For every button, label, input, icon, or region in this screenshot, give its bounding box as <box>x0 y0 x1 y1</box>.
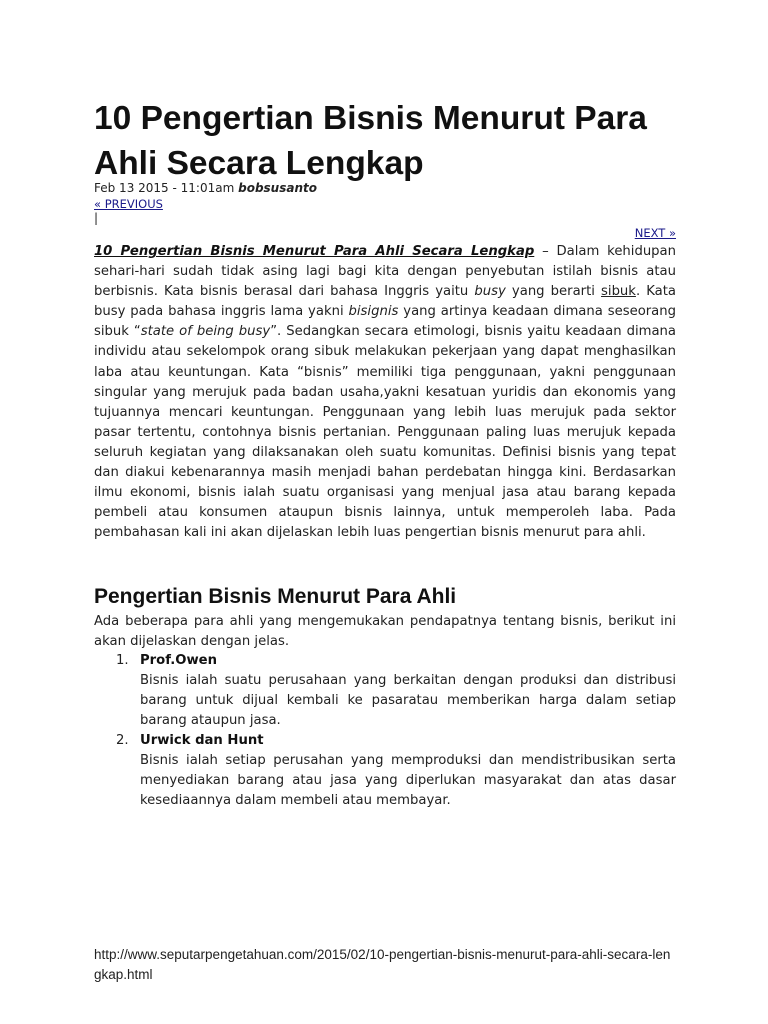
expert-name: Prof.Owen <box>140 653 217 668</box>
article-meta <box>94 181 317 195</box>
text-caret: | <box>94 211 99 225</box>
intro-busy: busy <box>474 284 506 300</box>
section-heading: Pengertian Bisnis Menurut Para Ahli <box>94 585 457 608</box>
intro-text-4: yang artinya keadaan dimana seseorang sibuk “ <box>94 304 676 340</box>
source-url[interactable]: http://www.seputarpengetahuan.com/2015/02/10-pengertian-bisnis-menurut-para-ahli-secara-lengkap.html <box>94 947 671 982</box>
previous-link[interactable]: « PREVIOUS <box>94 197 163 211</box>
post-author[interactable]: bobsusanto <box>238 181 317 195</box>
list-item <box>94 651 676 731</box>
post-date: Feb 13 2015 - 11:01am <box>94 181 235 195</box>
list-item <box>94 731 676 811</box>
intro-bisignis: bisignis <box>348 304 399 320</box>
next-link[interactable]: NEXT » <box>634 226 676 240</box>
expert-description: Bisnis ialah suatu perusahaan yang berkaitan dengan produksi dan distribusi barang untuk dijual kembali ke pasaratau memberikan harga dalam setiap barang ataupun jasa. <box>140 673 676 728</box>
experts-list <box>94 651 676 811</box>
list-number: 2. <box>116 733 129 748</box>
expert-description: Bisnis ialah setiap perusahan yang memproduksi dan mendistribusikan serta menyediakan barang atau jasa yang diperlukan masyarakat dan atas dasar kesediaannya dalam membeli atau membayar. <box>140 753 676 808</box>
intro-sibuk-link[interactable]: sibuk <box>601 284 636 300</box>
intro-paragraph <box>94 242 676 543</box>
list-number: 1. <box>116 653 129 668</box>
expert-name: Urwick dan Hunt <box>140 733 264 748</box>
intro-lead-link[interactable]: 10 Pengertian Bisnis Menurut Para Ahli Secara Lengkap <box>94 244 535 259</box>
intro-text-3: . Kata busy pada bahasa inggris lama yakni <box>94 284 676 320</box>
intro-text-1: – Dalam kehidupan sehari-hari sudah tidak asing lagi bagi kita dengan penyebutan istilah bisnis atau berbisnis. Kata bisnis berasal dari bahasa Inggris yaitu <box>94 244 676 300</box>
article-title: 10 Pengertian Bisnis Menurut Para Ahli Secara Lengkap <box>94 100 647 182</box>
intro-state: state of being busy <box>140 324 271 340</box>
intro-text-5: ”. Sedangkan secara etimologi, bisnis yaitu keadaan dimana individu atau sekelompok orang sibuk melakukan pekerjaan yang dapat menghasilkan laba atau keuntungan. Kata “bisnis” memiliki tiga penggunaan, yakni penggunaan singular yang merujuk pada badan usaha,yakni kesatuan yuridis dan ekonomis yang tujuannya mencari keuntungan. Penggunaan yang lebih luas merujuk pada sektor pasar tertentu, contohnya bisnis pertanian. Penggunaan paling luas merujuk kepada seluruh kegiatan yang dilaksanakan oleh suatu komunitas. Definisi bisnis yang tepat dan diakui kebenarannya masih menjadi bahan perdebatan hingga kini. Berdasarkan ilmu ekonomi, bisnis ialah suatu organisasi yang menjual jasa atau barang kepada pembeli atau konsumen ataupun bisnis lainnya, untuk memperoleh laba. Pada pembahasan kali ini akan dijelaskan lebih luas pengertian bisnis menurut para ahli. <box>94 324 676 541</box>
section-intro: Ada beberapa para ahli yang mengemukakan pendapatnya tentang bisnis, berikut ini akan dijelaskan dengan jelas. <box>94 614 676 649</box>
intro-text-2: yang berarti <box>505 284 602 300</box>
